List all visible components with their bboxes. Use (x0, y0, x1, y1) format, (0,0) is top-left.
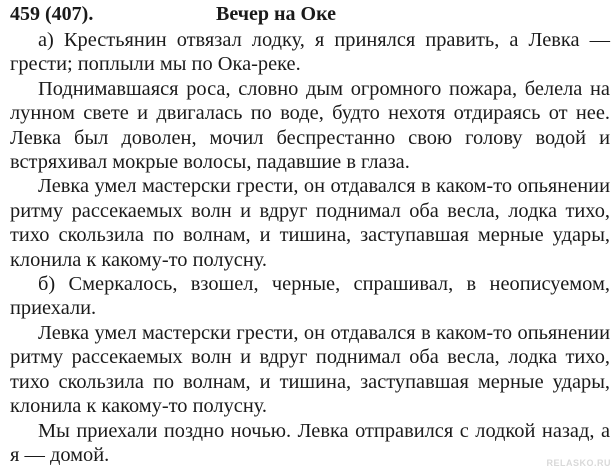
paragraph-rowing: Левка умел мастерски грести, он отдавался в каком-то опьянении ритму рассекаемых волн и вдруг поднимал оба весла, лодка тихо, тихо скользила по волнам, и тишина, заступавшая мерные удары, клонила к какому-то полусну. (10, 175, 610, 271)
exercise-title: Вечер на Оке (216, 3, 336, 25)
exercise-text (10, 28, 610, 467)
textbook-page (10, 0, 610, 467)
exercise-heading (10, 0, 610, 28)
site-watermark: RELASKO.RU (546, 458, 611, 468)
paragraph-ending: Мы приехали поздно ночью. Левка отправился с лодкой назад, а я — домой. (10, 419, 610, 466)
paragraph-rowing-repeat: Левка умел мастерски грести, он отдавался в каком-то опьянении ритму рассекаемых волн и вдруг поднимал оба весла, лодка тихо, тихо скользила по волнам, и тишина, заступавшая мерные удары, клонила к какому-то полусну. (10, 321, 610, 418)
paragraph-b-words: б) Смеркалось, взошел, черные, спрашивал, в неописуемом, приехали. (10, 273, 610, 320)
paragraph-fog: Поднимавшаяся роса, словно дым огромного пожара, белела на лунном свете и двигалась по воде, будто нехотя отдираясь от нее. Левка был доволен, мочил беспрестанно свою голову водой и встряхивал мокрые волосы, падавшие в глаза. (10, 77, 610, 174)
paragraph-a-intro: а) Крестьянин отвязал лодку, я принялся править, а Левка — грести; поплыли мы по Ока-реке. (10, 29, 610, 76)
exercise-number: 459 (407). (10, 3, 94, 25)
